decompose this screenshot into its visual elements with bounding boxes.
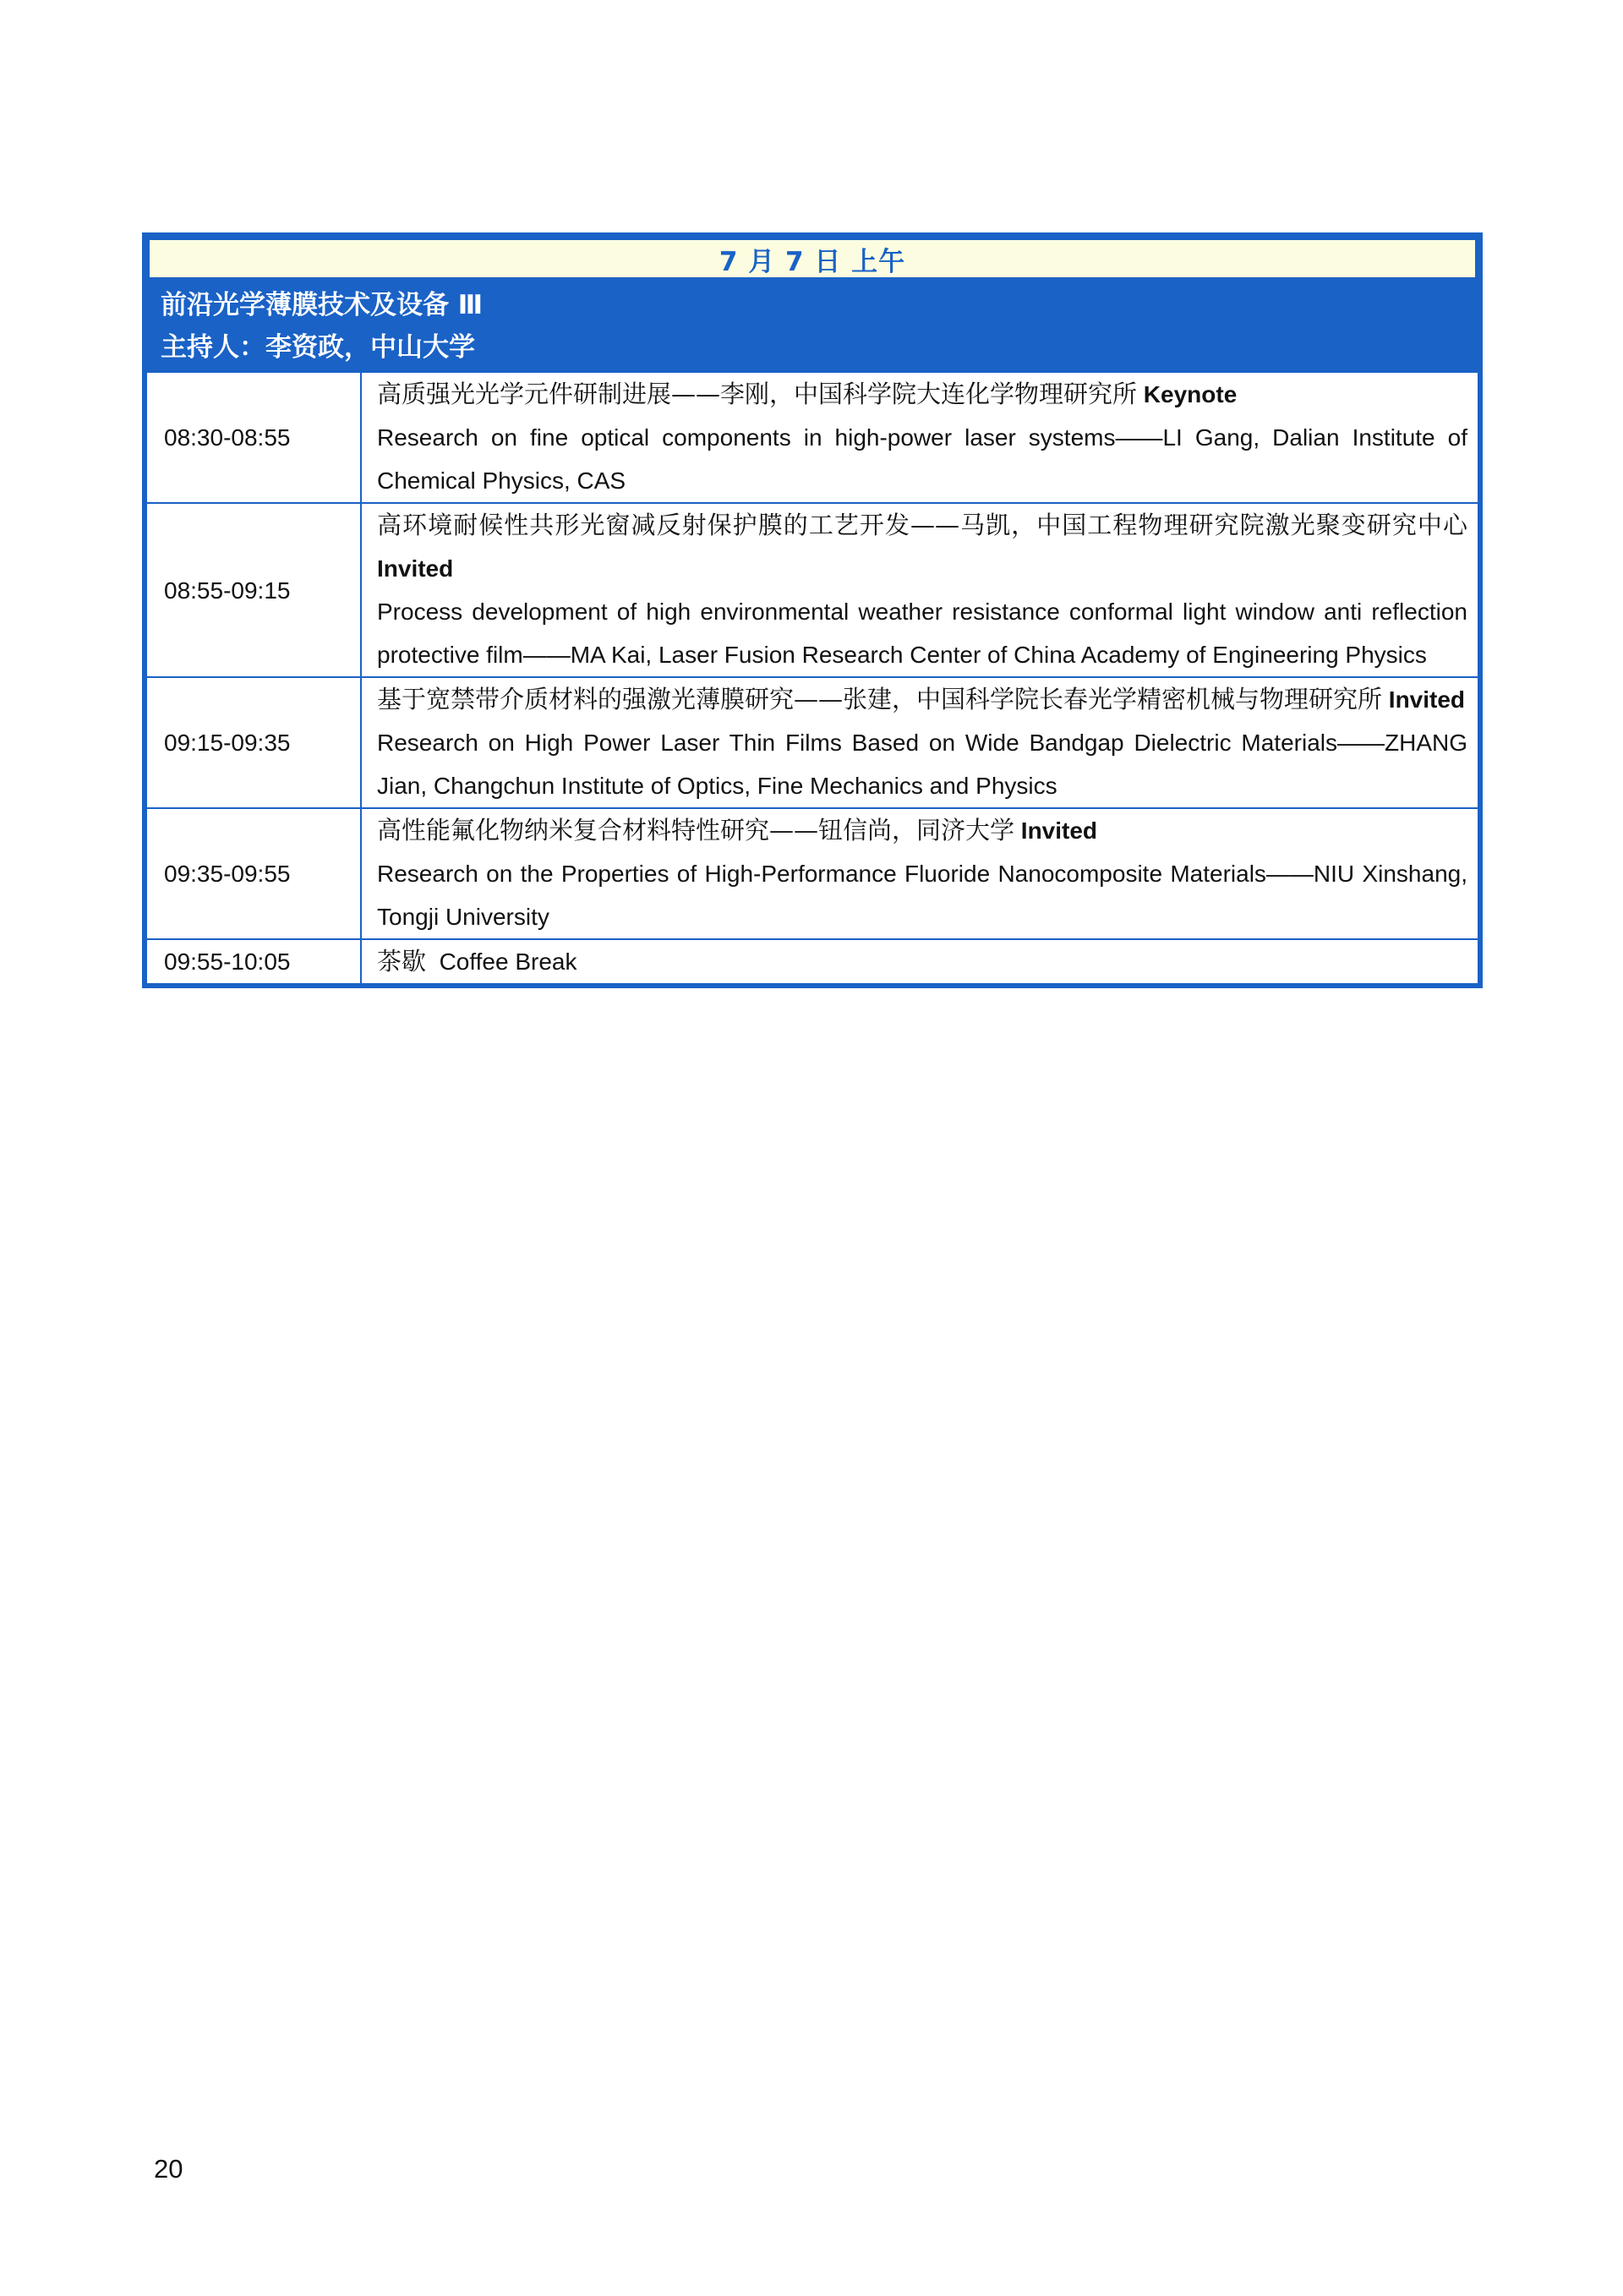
talk-title-zh: 基于宽禁带介质材料的强激光薄膜研究——张建，中国科学院长春光学精密机械与物理研究所	[377, 685, 1383, 713]
talk-title-en: Process development of high environmental weather resistance conformal light window anti reflection protective film——MA Kai, Laser Fusion Research Center of China Academy of Engineering Physics	[377, 599, 1467, 668]
table-row	[147, 677, 1478, 808]
talk-time: 09:35-09:55	[147, 808, 361, 939]
talk-type-badge: Invited	[1020, 817, 1098, 844]
talk-details	[361, 808, 1478, 939]
break-details	[361, 939, 1478, 983]
talk-time: 08:30-08:55	[147, 373, 361, 503]
table-row	[147, 373, 1478, 503]
talk-time: 08:55-09:15	[147, 503, 361, 677]
session-header	[147, 280, 1478, 373]
talk-title-zh: 高环境耐候性共形光窗减反射保护膜的工艺开发——马凯，中国工程物理研究院激光聚变研究中心	[377, 511, 1467, 539]
session-host: 主持人：李资政，中山大学	[161, 332, 475, 363]
table-row	[147, 939, 1478, 983]
talk-title-en: Research on fine optical components in high-power laser systems——LI Gang, Dalian Institute of Chemical Physics, CAS	[377, 424, 1467, 494]
talk-type-badge: Keynote	[1143, 381, 1238, 407]
date-heading: 7 月 7 日 上午	[147, 238, 1478, 280]
talk-title-en: Research on High Power Laser Thin Films Based on Wide Bandgap Dielectric Materials——ZHANG Jian, Changchun Institute of Optics, Fine Mechanics and Physics	[377, 730, 1467, 799]
talk-time: 09:15-09:35	[147, 677, 361, 808]
talk-title-en: Research on the Properties of High-Performance Fluoride Nanocomposite Materials——NIU Xinshang, Tongji University	[377, 861, 1467, 930]
talk-list	[147, 373, 1478, 983]
session-title: 前沿光学薄膜技术及设备 Ⅲ	[161, 290, 484, 320]
talk-details	[361, 373, 1478, 503]
page-number: 20	[154, 2154, 183, 2184]
talk-type-badge: Invited	[377, 555, 454, 582]
table-row	[147, 808, 1478, 939]
break-label-en: Coffee Break	[439, 948, 577, 975]
table-row	[147, 503, 1478, 677]
schedule-table	[142, 232, 1483, 988]
talk-details	[361, 503, 1478, 677]
talk-title-zh: 高性能氟化物纳米复合材料特性研究——钮信尚，同济大学	[377, 816, 1015, 845]
break-label-zh: 茶歇	[377, 947, 427, 976]
break-time: 09:55-10:05	[147, 939, 361, 983]
talk-type-badge: Invited	[1388, 686, 1466, 713]
talk-title-zh: 高质强光光学元件研制进展——李刚，中国科学院大连化学物理研究所	[377, 380, 1138, 408]
talk-details	[361, 677, 1478, 808]
